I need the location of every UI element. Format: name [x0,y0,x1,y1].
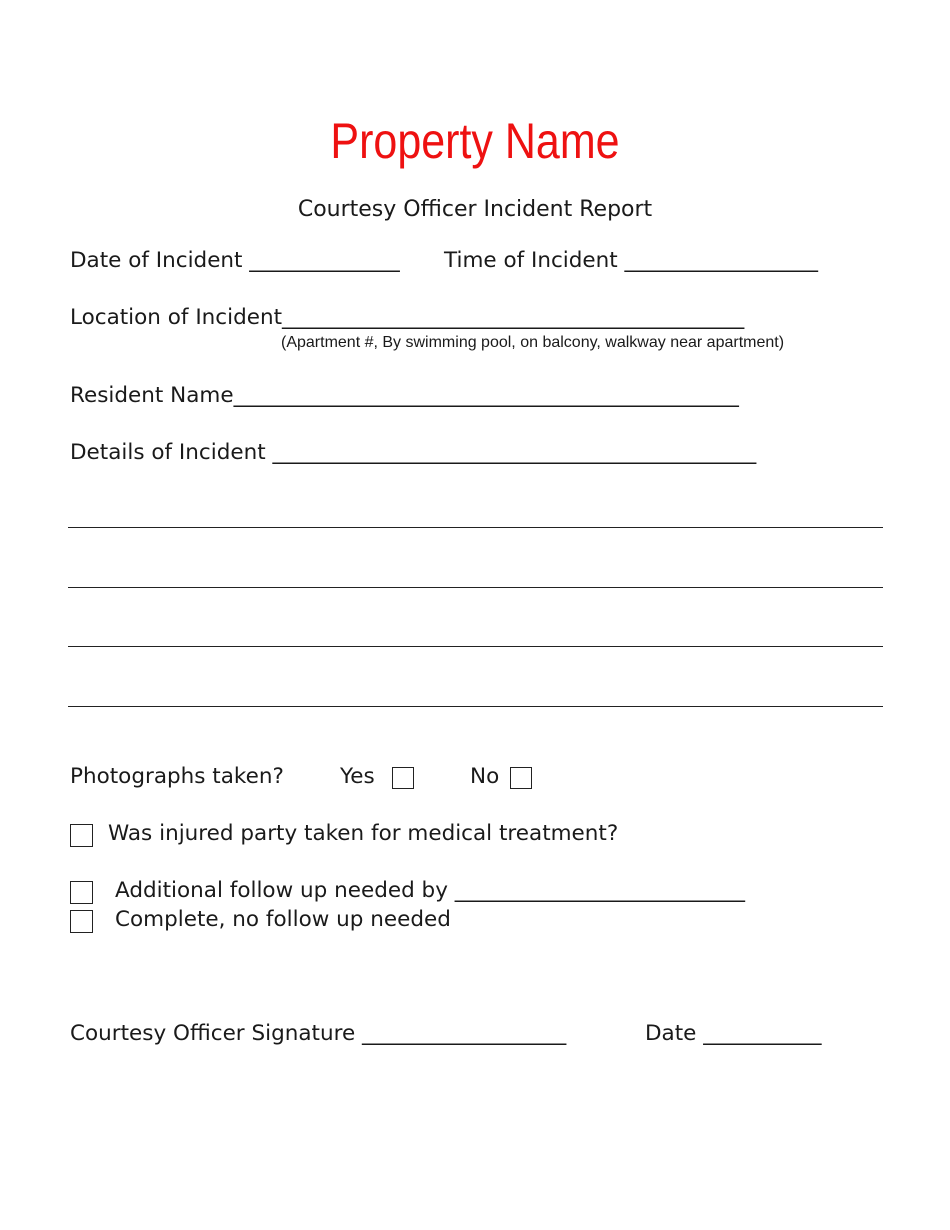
photographs-taken-label: Photographs taken? [70,764,284,789]
details-line-1[interactable] [68,527,883,528]
details-of-incident-field[interactable]: Details of Incident _____________________________________________ [70,440,757,465]
photographs-no-checkbox[interactable] [510,767,532,789]
details-line-4[interactable] [68,706,883,707]
date-of-incident-field[interactable]: Date of Incident ______________ [70,248,400,273]
officer-signature-field[interactable]: Courtesy Officer Signature ___________________ [70,1021,567,1046]
details-line-3[interactable] [68,646,883,647]
photographs-yes-checkbox[interactable] [392,767,414,789]
location-hint: (Apartment #, By swimming pool, on balcony, walkway near apartment) [281,334,785,351]
resident-name-field[interactable]: Resident Name_______________________________________________ [70,383,739,408]
photographs-no-label: No [470,764,500,789]
location-of-incident-field[interactable]: Location of Incident___________________________________________ [70,305,745,330]
form-title: Courtesy Officer Incident Report [297,197,653,222]
additional-followup-field[interactable]: Additional follow up needed by ___________________________ [115,878,746,903]
complete-no-followup-label: Complete, no follow up needed [115,907,451,932]
signature-date-field[interactable]: Date ___________ [645,1021,822,1046]
medical-treatment-checkbox[interactable] [70,824,93,847]
additional-followup-checkbox[interactable] [70,881,93,904]
time-of-incident-field[interactable]: Time of Incident __________________ [444,248,819,273]
photographs-yes-label: Yes [340,764,375,789]
details-line-2[interactable] [68,587,883,588]
property-name: Property Name [330,113,620,169]
complete-no-followup-checkbox[interactable] [70,910,93,933]
medical-treatment-label: Was injured party taken for medical treatment? [108,821,619,846]
